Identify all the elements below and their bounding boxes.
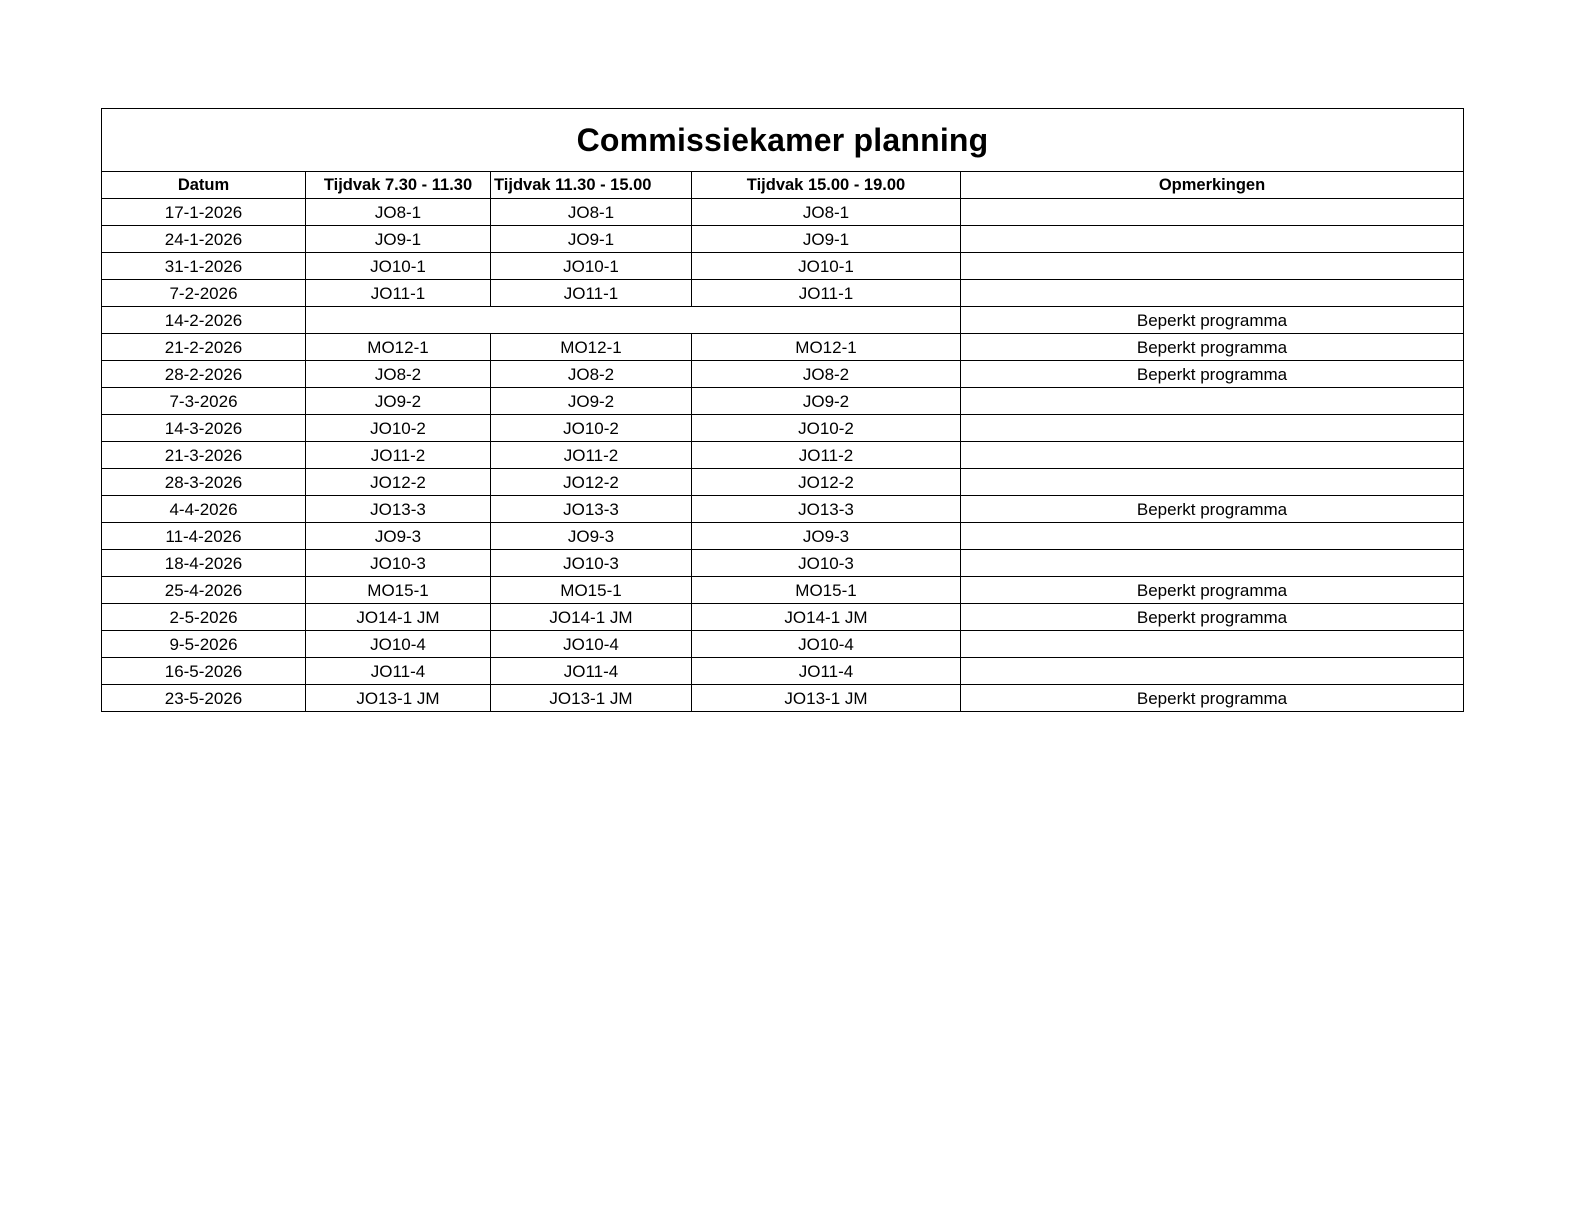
slot-cell-tijdvak-2: JO9-2 bbox=[491, 388, 692, 415]
slot-cell-tijdvak-2: JO13-1 JM bbox=[491, 685, 692, 712]
header-tijdvak-3: Tijdvak 15.00 - 19.00 bbox=[692, 172, 961, 199]
table-row bbox=[102, 442, 1464, 469]
slot-cell-tijdvak-3: JO10-2 bbox=[692, 415, 961, 442]
date-cell: 28-3-2026 bbox=[102, 469, 306, 496]
remark-cell bbox=[961, 199, 1464, 226]
slot-cell-tijdvak-1: JO10-2 bbox=[306, 415, 491, 442]
slot-cell-tijdvak-2: JO11-2 bbox=[491, 442, 692, 469]
slot-cell-tijdvak-1: JO10-4 bbox=[306, 631, 491, 658]
remark-cell bbox=[961, 226, 1464, 253]
remark-cell bbox=[961, 415, 1464, 442]
date-cell: 25-4-2026 bbox=[102, 577, 306, 604]
table-row bbox=[102, 685, 1464, 712]
remark-cell: Beperkt programma bbox=[961, 577, 1464, 604]
slot-cell-tijdvak-3: JO9-1 bbox=[692, 226, 961, 253]
date-cell: 4-4-2026 bbox=[102, 496, 306, 523]
table-row bbox=[102, 577, 1464, 604]
slot-cell-tijdvak-3: JO11-1 bbox=[692, 280, 961, 307]
slot-cell-tijdvak-2: MO12-1 bbox=[491, 334, 692, 361]
slot-cell-tijdvak-1: JO14-1 JM bbox=[306, 604, 491, 631]
date-cell: 11-4-2026 bbox=[102, 523, 306, 550]
slot-cell-tijdvak-1: JO11-4 bbox=[306, 658, 491, 685]
header-opmerkingen: Opmerkingen bbox=[961, 172, 1464, 199]
table-row bbox=[102, 253, 1464, 280]
slot-cell-tijdvak-3: JO8-1 bbox=[692, 199, 961, 226]
header-tijdvak-2: Tijdvak 11.30 - 15.00 bbox=[491, 172, 692, 199]
merged-slot-cell bbox=[306, 307, 961, 334]
slot-cell-tijdvak-2: JO10-2 bbox=[491, 415, 692, 442]
title-row bbox=[102, 109, 1464, 172]
date-cell: 7-2-2026 bbox=[102, 280, 306, 307]
date-cell: 14-3-2026 bbox=[102, 415, 306, 442]
planning-sheet bbox=[101, 108, 1463, 712]
slot-cell-tijdvak-1: JO11-1 bbox=[306, 280, 491, 307]
remark-cell bbox=[961, 388, 1464, 415]
slot-cell-tijdvak-1: MO15-1 bbox=[306, 577, 491, 604]
table-row bbox=[102, 469, 1464, 496]
table-row bbox=[102, 334, 1464, 361]
header-row bbox=[102, 172, 1464, 199]
date-cell: 14-2-2026 bbox=[102, 307, 306, 334]
remark-cell: Beperkt programma bbox=[961, 307, 1464, 334]
table-row bbox=[102, 307, 1464, 334]
slot-cell-tijdvak-1: JO9-1 bbox=[306, 226, 491, 253]
date-cell: 16-5-2026 bbox=[102, 658, 306, 685]
slot-cell-tijdvak-3: JO9-2 bbox=[692, 388, 961, 415]
slot-cell-tijdvak-1: JO13-1 JM bbox=[306, 685, 491, 712]
slot-cell-tijdvak-3: JO11-2 bbox=[692, 442, 961, 469]
slot-cell-tijdvak-3: JO8-2 bbox=[692, 361, 961, 388]
header-datum: Datum bbox=[102, 172, 306, 199]
slot-cell-tijdvak-1: JO12-2 bbox=[306, 469, 491, 496]
planning-table bbox=[101, 108, 1464, 712]
table-row bbox=[102, 280, 1464, 307]
table-row bbox=[102, 199, 1464, 226]
table-row bbox=[102, 496, 1464, 523]
table-row bbox=[102, 604, 1464, 631]
remark-cell: Beperkt programma bbox=[961, 361, 1464, 388]
remark-cell: Beperkt programma bbox=[961, 685, 1464, 712]
remark-cell bbox=[961, 631, 1464, 658]
slot-cell-tijdvak-1: JO10-3 bbox=[306, 550, 491, 577]
date-cell: 21-3-2026 bbox=[102, 442, 306, 469]
remark-cell bbox=[961, 280, 1464, 307]
date-cell: 2-5-2026 bbox=[102, 604, 306, 631]
slot-cell-tijdvak-2: JO10-1 bbox=[491, 253, 692, 280]
slot-cell-tijdvak-1: JO13-3 bbox=[306, 496, 491, 523]
slot-cell-tijdvak-1: JO9-2 bbox=[306, 388, 491, 415]
table-row bbox=[102, 658, 1464, 685]
table-row bbox=[102, 361, 1464, 388]
table-body bbox=[102, 199, 1464, 712]
date-cell: 7-3-2026 bbox=[102, 388, 306, 415]
date-cell: 31-1-2026 bbox=[102, 253, 306, 280]
slot-cell-tijdvak-2: JO8-2 bbox=[491, 361, 692, 388]
remark-cell bbox=[961, 523, 1464, 550]
slot-cell-tijdvak-3: JO13-1 JM bbox=[692, 685, 961, 712]
slot-cell-tijdvak-2: JO13-3 bbox=[491, 496, 692, 523]
slot-cell-tijdvak-2: JO9-1 bbox=[491, 226, 692, 253]
slot-cell-tijdvak-2: JO12-2 bbox=[491, 469, 692, 496]
slot-cell-tijdvak-3: JO10-4 bbox=[692, 631, 961, 658]
slot-cell-tijdvak-3: JO11-4 bbox=[692, 658, 961, 685]
slot-cell-tijdvak-2: JO11-4 bbox=[491, 658, 692, 685]
table-row bbox=[102, 226, 1464, 253]
page-title: Commissiekamer planning bbox=[102, 109, 1464, 172]
remark-cell bbox=[961, 442, 1464, 469]
remark-cell: Beperkt programma bbox=[961, 334, 1464, 361]
slot-cell-tijdvak-2: JO10-4 bbox=[491, 631, 692, 658]
slot-cell-tijdvak-3: JO13-3 bbox=[692, 496, 961, 523]
date-cell: 28-2-2026 bbox=[102, 361, 306, 388]
slot-cell-tijdvak-1: JO10-1 bbox=[306, 253, 491, 280]
remark-cell bbox=[961, 550, 1464, 577]
slot-cell-tijdvak-1: JO11-2 bbox=[306, 442, 491, 469]
slot-cell-tijdvak-3: JO9-3 bbox=[692, 523, 961, 550]
date-cell: 18-4-2026 bbox=[102, 550, 306, 577]
slot-cell-tijdvak-2: JO9-3 bbox=[491, 523, 692, 550]
slot-cell-tijdvak-2: MO15-1 bbox=[491, 577, 692, 604]
date-cell: 23-5-2026 bbox=[102, 685, 306, 712]
slot-cell-tijdvak-3: JO10-1 bbox=[692, 253, 961, 280]
slot-cell-tijdvak-3: JO14-1 JM bbox=[692, 604, 961, 631]
slot-cell-tijdvak-2: JO11-1 bbox=[491, 280, 692, 307]
slot-cell-tijdvak-1: JO9-3 bbox=[306, 523, 491, 550]
date-cell: 9-5-2026 bbox=[102, 631, 306, 658]
slot-cell-tijdvak-3: MO12-1 bbox=[692, 334, 961, 361]
slot-cell-tijdvak-1: MO12-1 bbox=[306, 334, 491, 361]
table-row bbox=[102, 523, 1464, 550]
slot-cell-tijdvak-3: JO10-3 bbox=[692, 550, 961, 577]
slot-cell-tijdvak-1: JO8-2 bbox=[306, 361, 491, 388]
table-row bbox=[102, 631, 1464, 658]
slot-cell-tijdvak-2: JO14-1 JM bbox=[491, 604, 692, 631]
slot-cell-tijdvak-2: JO8-1 bbox=[491, 199, 692, 226]
remark-cell bbox=[961, 658, 1464, 685]
table-row bbox=[102, 550, 1464, 577]
header-tijdvak-1: Tijdvak 7.30 - 11.30 bbox=[306, 172, 491, 199]
table-row bbox=[102, 415, 1464, 442]
date-cell: 24-1-2026 bbox=[102, 226, 306, 253]
remark-cell bbox=[961, 253, 1464, 280]
date-cell: 21-2-2026 bbox=[102, 334, 306, 361]
slot-cell-tijdvak-3: MO15-1 bbox=[692, 577, 961, 604]
slot-cell-tijdvak-1: JO8-1 bbox=[306, 199, 491, 226]
remark-cell bbox=[961, 469, 1464, 496]
table-row bbox=[102, 388, 1464, 415]
remark-cell: Beperkt programma bbox=[961, 604, 1464, 631]
slot-cell-tijdvak-3: JO12-2 bbox=[692, 469, 961, 496]
remark-cell: Beperkt programma bbox=[961, 496, 1464, 523]
date-cell: 17-1-2026 bbox=[102, 199, 306, 226]
slot-cell-tijdvak-2: JO10-3 bbox=[491, 550, 692, 577]
